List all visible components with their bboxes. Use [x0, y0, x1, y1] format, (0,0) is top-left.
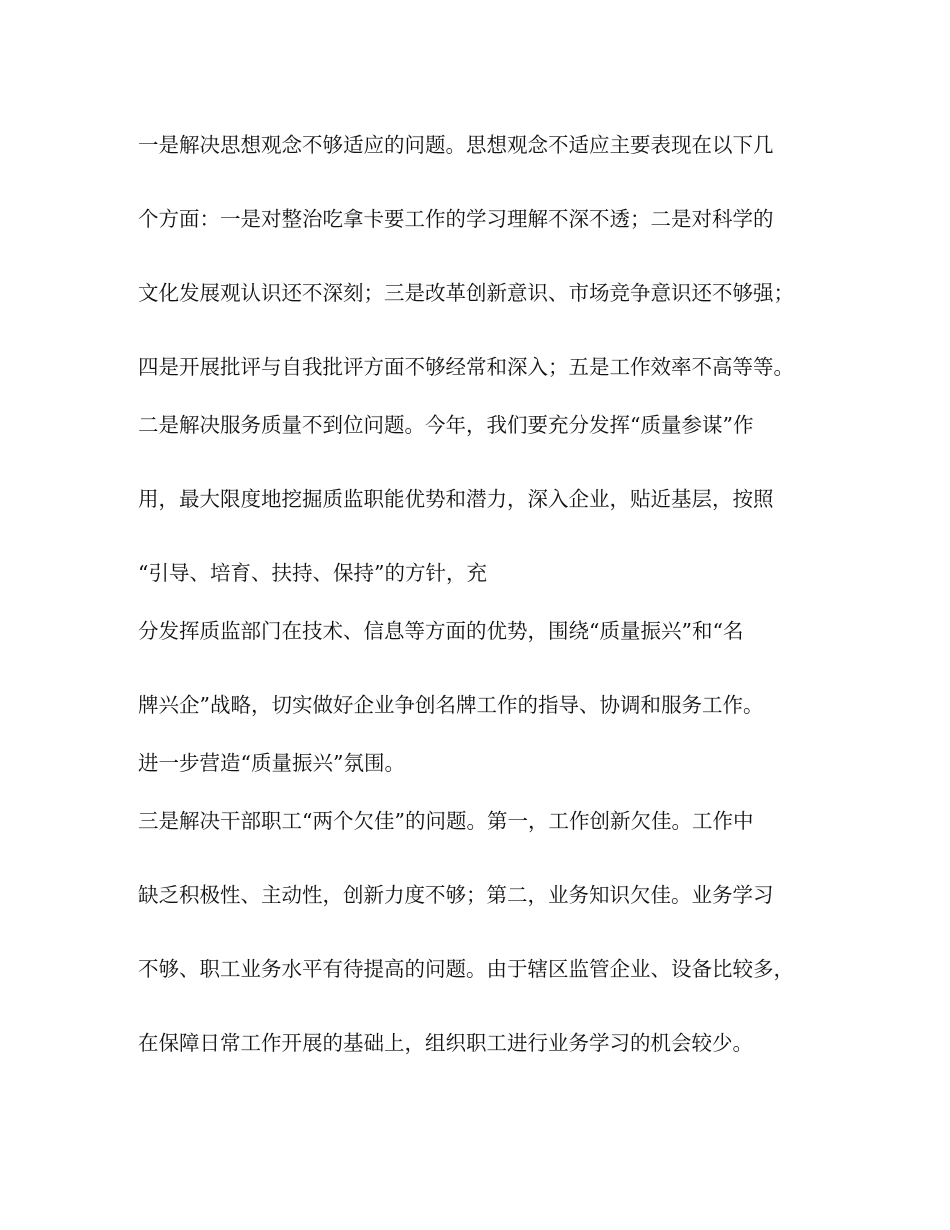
- text-line: 进一步营造“质量振兴”氛围。: [138, 751, 405, 775]
- text-line: 个方面：一是对整治吃拿卡要工作的学习理解不深不透；二是对科学的: [138, 207, 774, 231]
- text-line: 缺乏积极性、主动性，创新力度不够；第二，业务知识欠佳。业务学习: [138, 883, 774, 907]
- text-line: 用，最大限度地挖掘质监职能优势和潜力，深入企业，贴近基层，按照: [138, 487, 774, 511]
- text-line: 文化发展观认识还不深刻；三是改革创新意识、市场竞争意识还不够强；: [138, 281, 794, 305]
- text-line: 分发挥质监部门在技术、信息等方面的优势，围绕“质量振兴”和“名: [138, 619, 744, 643]
- text-line: 一是解决思想观念不够适应的问题。思想观念不适应主要表现在以下几: [138, 133, 774, 157]
- text-line: 不够、职工业务水平有待提高的问题。由于辖区监管企业、设备比较多，: [138, 957, 794, 981]
- text-line: 三是解决干部职工“两个欠佳”的问题。第一，工作创新欠佳。工作中: [138, 809, 754, 833]
- text-line: 在保障日常工作开展的基础上，组织职工进行业务学习的机会较少。: [138, 1031, 753, 1055]
- text-line: 四是开展批评与自我批评方面不够经常和深入；五是工作效率不高等等。: [138, 355, 794, 379]
- text-line: 牌兴企”战略，切实做好企业争创名牌工作的指导、协调和服务工作。: [138, 693, 764, 717]
- text-line: 二是解决服务质量不到位问题。今年，我们要充分发挥“质量参谋”作: [138, 413, 754, 437]
- text-line: “引导、培育、扶持、保持”的方针，充: [138, 561, 487, 585]
